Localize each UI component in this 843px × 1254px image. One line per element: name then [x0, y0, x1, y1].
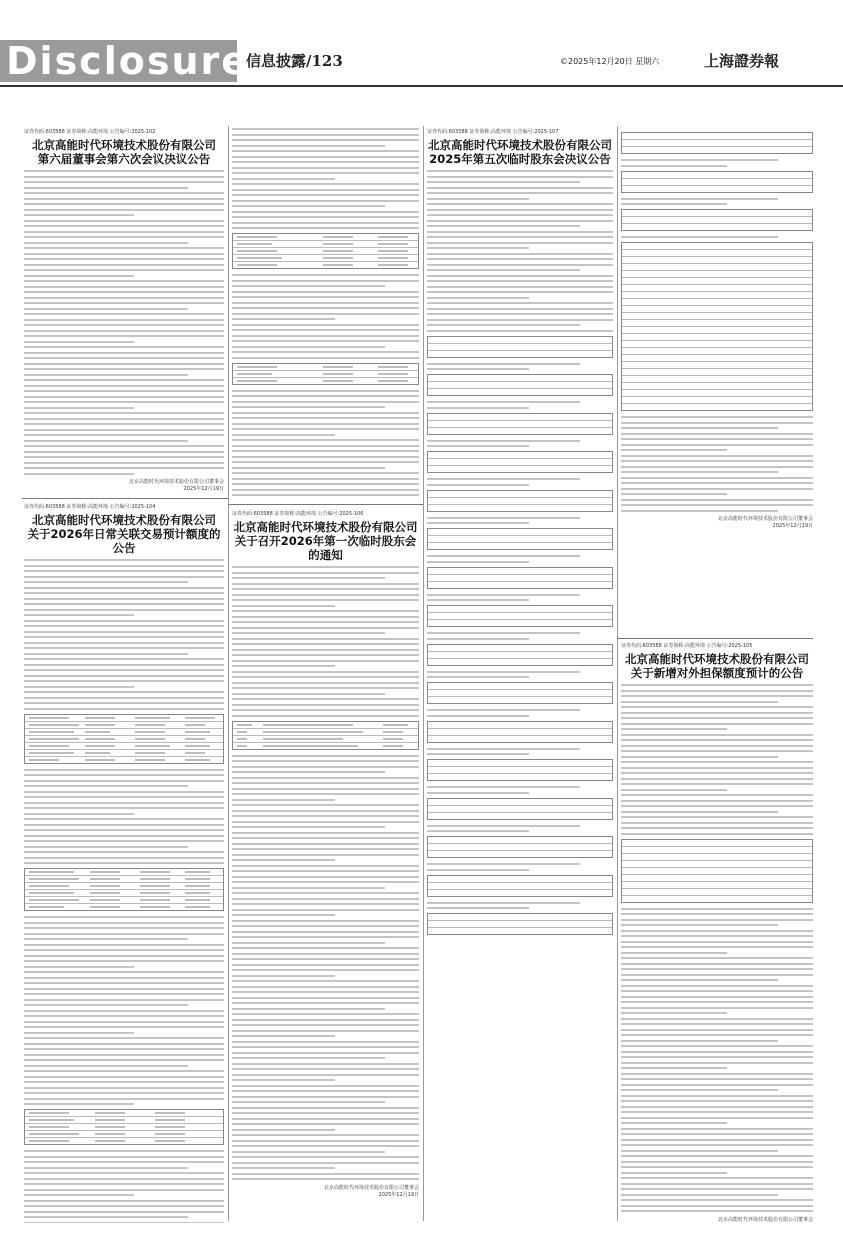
announcement-shareholder-meeting-notice — [232, 510, 419, 1222]
vote-table — [427, 374, 613, 396]
masthead-banner — [0, 39, 250, 83]
announcement-title-line2: 关于召开2026年第一次临时股东会的通知 — [234, 534, 417, 562]
column-divider — [423, 126, 424, 1221]
announcement-title-line1: 北京高能时代环境技术股份有限公司 — [428, 138, 612, 152]
vote-table — [427, 836, 613, 858]
vote-table — [427, 644, 613, 666]
data-table — [621, 242, 813, 411]
announcement-body — [427, 170, 613, 332]
announcement-body — [232, 566, 419, 717]
announcement-body — [24, 170, 224, 475]
vote-table — [427, 413, 613, 435]
announcement-guarantee-estimate — [621, 642, 813, 1222]
section-divider — [22, 498, 228, 499]
announcement-title-line2: 第六届董事会第六次会议决议公告 — [37, 152, 211, 166]
announcement-date: 2025年12月19日 — [183, 486, 224, 492]
announcement-signature: 北京高能时代环境技术股份有限公司董事会 — [717, 516, 813, 522]
header-rule — [0, 85, 843, 87]
vote-table — [427, 913, 613, 935]
announcement-signature: 北京高能时代环境技术股份有限公司董事会 — [717, 1216, 813, 1222]
vote-table — [427, 682, 613, 704]
vote-table — [427, 721, 613, 743]
announcement-continuation — [232, 128, 419, 500]
announcement-related-transactions — [24, 503, 224, 1223]
section-title: 信息披露/123 — [246, 52, 343, 70]
announcement-code: 证券代码:603588 证券简称:高能环境 公告编号:2025-106 — [232, 511, 364, 517]
vote-table — [427, 875, 613, 897]
announcement-title-line1: 北京高能时代环境技术股份有限公司 — [233, 520, 418, 534]
section-divider — [617, 638, 813, 639]
section-divider — [228, 504, 423, 505]
data-table — [24, 1109, 224, 1145]
newspaper-logo: 上海證券報 — [704, 52, 780, 70]
data-table — [232, 721, 419, 750]
announcement-date: 2025年12月19日 — [772, 523, 813, 529]
announcement-title-line1: 北京高能时代环境技术股份有限公司 — [625, 652, 809, 666]
announcement-shareholder-meeting-resolution — [427, 128, 613, 1223]
vote-table — [427, 336, 613, 358]
vote-table — [427, 451, 613, 473]
column-divider — [617, 126, 618, 1221]
data-table — [232, 363, 419, 385]
announcement-code: 证券代码:603588 证券简称:高能环境 公告编号:2025-104 — [24, 504, 156, 510]
announcement-code: 证券代码:603588 证券简称:高能环境 公告编号:2025-102 — [24, 129, 156, 135]
announcement-date: 2025年12月19日 — [378, 1191, 419, 1198]
announcement-title-line2: 关于2026年日常关联交易预计额度的公告 — [27, 527, 221, 555]
announcement-code: 证券代码:603588 证券简称:高能环境 公告编号:2025-105 — [621, 643, 753, 649]
vote-table — [427, 490, 613, 512]
announcement-code: 证券代码:603588 证券简称:高能环境 公告编号:2025-107 — [427, 129, 559, 135]
announcement-body — [24, 559, 224, 710]
announcement-board-resolution — [24, 128, 224, 496]
vote-table — [621, 132, 813, 154]
announcement-title-line2: 关于新增对外担保额度预计的公告 — [630, 666, 804, 680]
vote-table — [427, 528, 613, 550]
announcement-signature: 北京高能时代环境技术股份有限公司董事会 — [128, 479, 224, 485]
vote-table — [427, 567, 613, 589]
data-table — [621, 839, 813, 903]
column-divider — [228, 126, 229, 1221]
vote-table — [427, 759, 613, 781]
data-table — [232, 233, 419, 269]
announcement-body — [232, 128, 419, 229]
announcement-continuation-right — [621, 128, 813, 636]
vote-table — [427, 605, 613, 627]
announcement-title-line2: 2025年第五次临时股东会决议公告 — [429, 152, 611, 166]
announcement-signature: 北京高能时代环境技术股份有限公司董事会 — [323, 1184, 419, 1191]
announcement-title-line1: 北京高能时代环境技术股份有限公司 — [32, 138, 216, 152]
vote-table — [427, 798, 613, 820]
vote-table — [621, 171, 813, 193]
masthead-title: Disclosure — [6, 39, 250, 83]
announcement-body — [621, 684, 813, 835]
page-header — [0, 0, 843, 100]
data-table — [24, 714, 224, 764]
vote-table — [621, 209, 813, 231]
data-table — [24, 868, 224, 911]
issue-date: ©2025年12月20日 星期六 — [560, 57, 660, 66]
announcement-title-line1: 北京高能时代环境技术股份有限公司 — [32, 513, 216, 527]
